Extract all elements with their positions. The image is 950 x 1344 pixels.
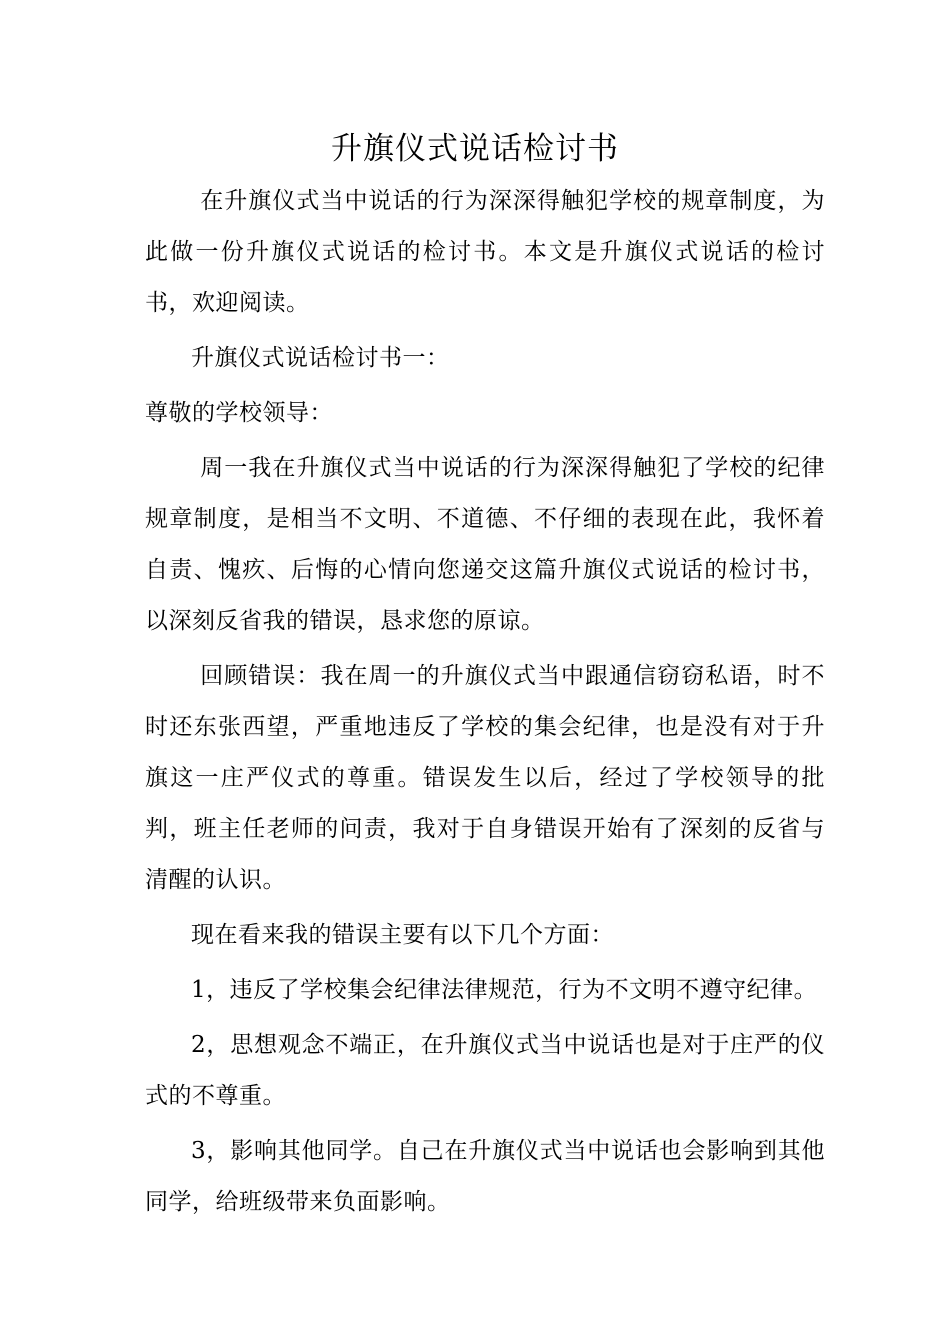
- list-item: 2，思想观念不端正，在升旗仪式当中说话也是对于庄严的仪式的不尊重。: [145, 1032, 825, 1109]
- intro-paragraph: 在升旗仪式当中说话的行为深深得触犯学校的规章制度，为此做一份升旗仪式说话的检讨书。本文是升旗仪式说话的检讨书，欢迎阅读。: [145, 188, 825, 316]
- list-item: 1，违反了学校集会纪律法律规范，行为不文明不遵守纪律。: [191, 977, 818, 1003]
- list-item: 3，影响其他同学。自己在升旗仪式当中说话也会影响到其他同学，给班级带来负面影响。: [145, 1138, 825, 1215]
- salutation: 尊敬的学校领导：: [145, 400, 333, 426]
- body-paragraph: 现在看来我的错误主要有以下几个方面：: [191, 922, 614, 948]
- document-body: [145, 176, 825, 1232]
- body-paragraph: 周一我在升旗仪式当中说话的行为深深得触犯了学校的纪律规章制度，是相当不文明、不道德、不仔细的表现在此，我怀着自责、愧疚、后悔的心情向您递交这篇升旗仪式说话的检讨书，以深刻反省我的错误，恳求您的原谅。: [145, 455, 825, 634]
- body-paragraph: 回顾错误：我在周一的升旗仪式当中跟通信窃窃私语，时不时还东张西望，严重地违反了学校的集会纪律，也是没有对于升旗这一庄严仪式的尊重。错误发生以后，经过了学校领导的批判，班主任老师的问责，我对于自身错误开始有了深刻的反省与清醒的认识。: [145, 663, 825, 893]
- document-title: 升旗仪式说话检讨书: [331, 131, 619, 167]
- section-heading: 升旗仪式说话检讨书一：: [191, 345, 450, 371]
